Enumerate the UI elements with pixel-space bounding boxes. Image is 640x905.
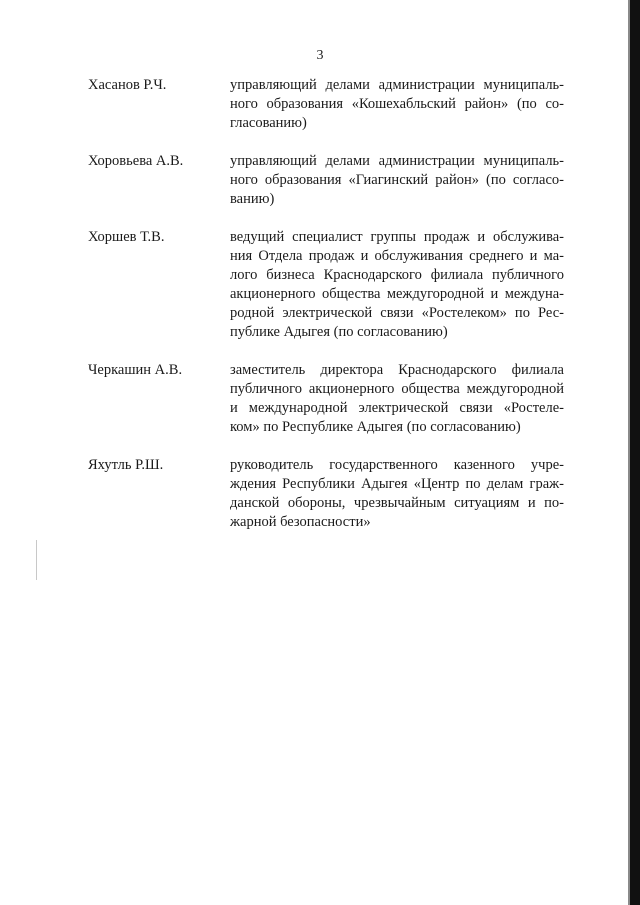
member-name: Хоровьева А.В. bbox=[88, 153, 184, 169]
position-line: ком» по Республике Адыгея (по согласованию) bbox=[230, 419, 521, 435]
member-position bbox=[230, 152, 564, 209]
position-line: публике Адыгея (по согласованию) bbox=[230, 324, 448, 340]
position-line: ванию) bbox=[230, 191, 275, 207]
position-line: ного образования «Гиагинский район» (по согласо- bbox=[230, 172, 564, 188]
member-name: Хасанов Р.Ч. bbox=[88, 77, 167, 93]
member-position bbox=[230, 76, 564, 133]
position-line: руководитель государственного казенного учре- bbox=[230, 457, 564, 473]
committee-member-list bbox=[88, 76, 564, 532]
position-line: лого бизнеса Краснодарского филиала публичного bbox=[230, 267, 564, 283]
position-line: ждения Республики Адыгея «Центр по делам граж- bbox=[230, 476, 564, 492]
member-entry bbox=[88, 456, 564, 532]
scan-speck bbox=[36, 540, 37, 580]
member-entry bbox=[88, 228, 564, 342]
member-entry bbox=[88, 76, 564, 133]
position-line: жарной безопасности» bbox=[230, 514, 371, 530]
position-line: ведущий специалист группы продаж и обслужива- bbox=[230, 229, 564, 245]
scan-edge bbox=[630, 0, 640, 905]
member-name: Черкашин А.В. bbox=[88, 362, 183, 378]
member-position bbox=[230, 456, 564, 532]
position-line: и международной электрической связи «Ростеле- bbox=[230, 400, 564, 416]
position-line: ного образования «Кошехабльский район» (по со- bbox=[230, 96, 564, 112]
position-line: управляющий делами администрации муниципаль- bbox=[230, 153, 564, 169]
position-line: данской обороны, чрезвычайным ситуациям и по- bbox=[230, 495, 564, 511]
member-entry bbox=[88, 152, 564, 209]
member-name: Хоршев Т.В. bbox=[88, 229, 165, 245]
position-line: акционерного общества междугородной и междуна- bbox=[230, 286, 564, 302]
page-number: 3 bbox=[316, 48, 324, 63]
member-name: Яхутль Р.Ш. bbox=[88, 457, 164, 473]
position-line: родной электрической связи «Ростелеком» по Рес- bbox=[230, 305, 564, 321]
position-line: заместитель директора Краснодарского филиала bbox=[230, 362, 564, 378]
position-line: ния Отдела продаж и обслуживания среднего и ма- bbox=[230, 248, 564, 264]
position-line: гласованию) bbox=[230, 115, 307, 131]
position-line: публичного акционерного общества междугородной bbox=[230, 381, 564, 397]
position-line: управляющий делами администрации муниципаль- bbox=[230, 77, 564, 93]
member-entry bbox=[88, 361, 564, 437]
member-position bbox=[230, 228, 564, 342]
member-position bbox=[230, 361, 564, 437]
